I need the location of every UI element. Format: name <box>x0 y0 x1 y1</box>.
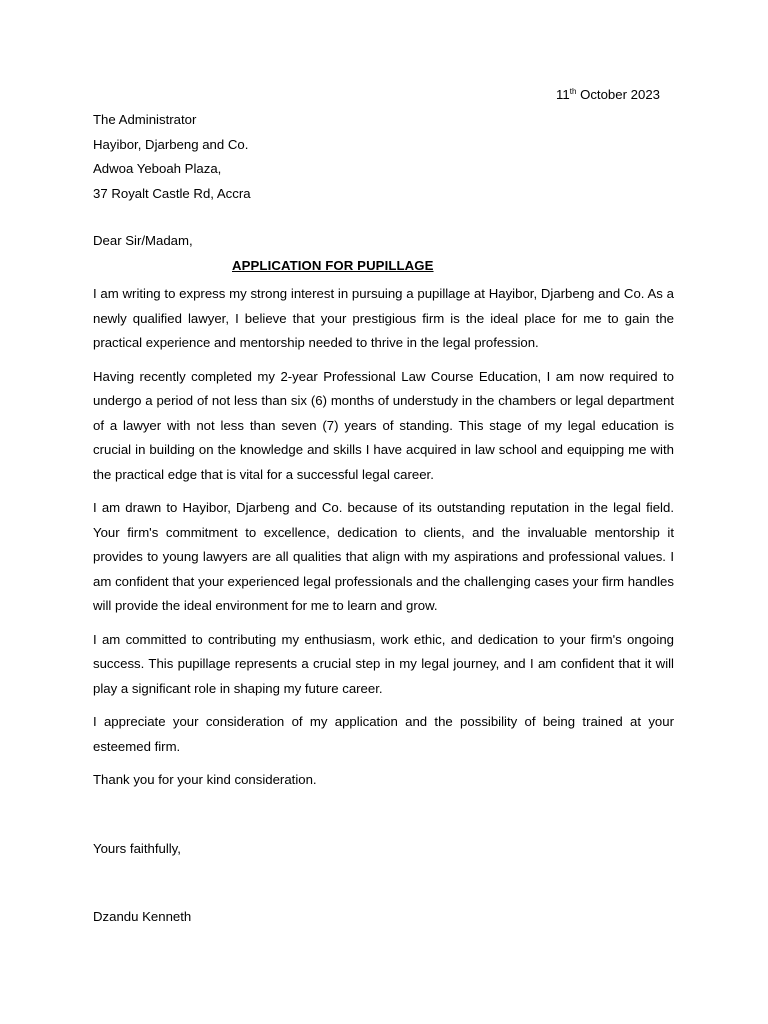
body-paragraph: I appreciate your consideration of my application and the possibility of being trained at your esteemed firm. <box>93 714 674 754</box>
letter-date <box>556 87 660 102</box>
letter-body <box>93 282 674 802</box>
subject-heading: APPLICATION FOR PUPILLAGE <box>232 258 434 273</box>
body-paragraph: I am writing to express my strong interest in pursuing a pupillage at Hayibor, Djarbeng and Co. As a newly qualified lawyer, I believe that your prestigious firm is the ideal place for me to gain the practical experience and mentorship needed to thrive in the legal profession. <box>93 286 674 350</box>
date-month-year: October 2023 <box>576 87 660 102</box>
salutation: Dear Sir/Madam, <box>93 233 193 248</box>
closing: Yours faithfully, <box>93 841 181 856</box>
letter-page <box>93 0 674 1024</box>
signature-name: Dzandu Kenneth <box>93 909 192 924</box>
recipient-line: Hayibor, Djarbeng and Co. <box>93 136 249 152</box>
recipient-line: 37 Royalt Castle Rd, Accra <box>93 185 251 201</box>
recipient-line: Adwoa Yeboah Plaza, <box>93 161 222 176</box>
body-paragraph: Thank you for your kind consideration. <box>93 772 317 787</box>
date-suffix: th <box>569 87 577 96</box>
body-paragraph: Having recently completed my 2-year Professional Law Course Education, I am now required to undergo a period of not less than six (6) months of understudy in the chambers or legal department of a lawyer with not less than seven (7) years of standing. This stage of my legal education is crucial in building on the knowledge and skills I have acquired in law school and equipping me with the practical edge that is vital for a successful legal career. <box>93 368 674 482</box>
body-paragraph: I am drawn to Hayibor, Djarbeng and Co. because of its outstanding reputation in the legal field. Your firm's commitment to excellence, dedication to clients, and the invaluable mentorship it provides to young lawyers are all qualities that align with my aspirations and professional values. I am confident that your experienced legal professionals and the challenging cases your firm handles will provide the ideal environment for me to learn and grow. <box>93 500 674 613</box>
recipient-address <box>93 111 251 209</box>
date-day: 11 <box>556 87 570 102</box>
body-paragraph: I am committed to contributing my enthusiasm, work ethic, and dedication to your firm's ongoing success. This pupillage represents a crucial step in my legal journey, and I am confident that it will play a significant role in shaping my future career. <box>93 631 674 696</box>
recipient-line: The Administrator <box>93 112 197 127</box>
